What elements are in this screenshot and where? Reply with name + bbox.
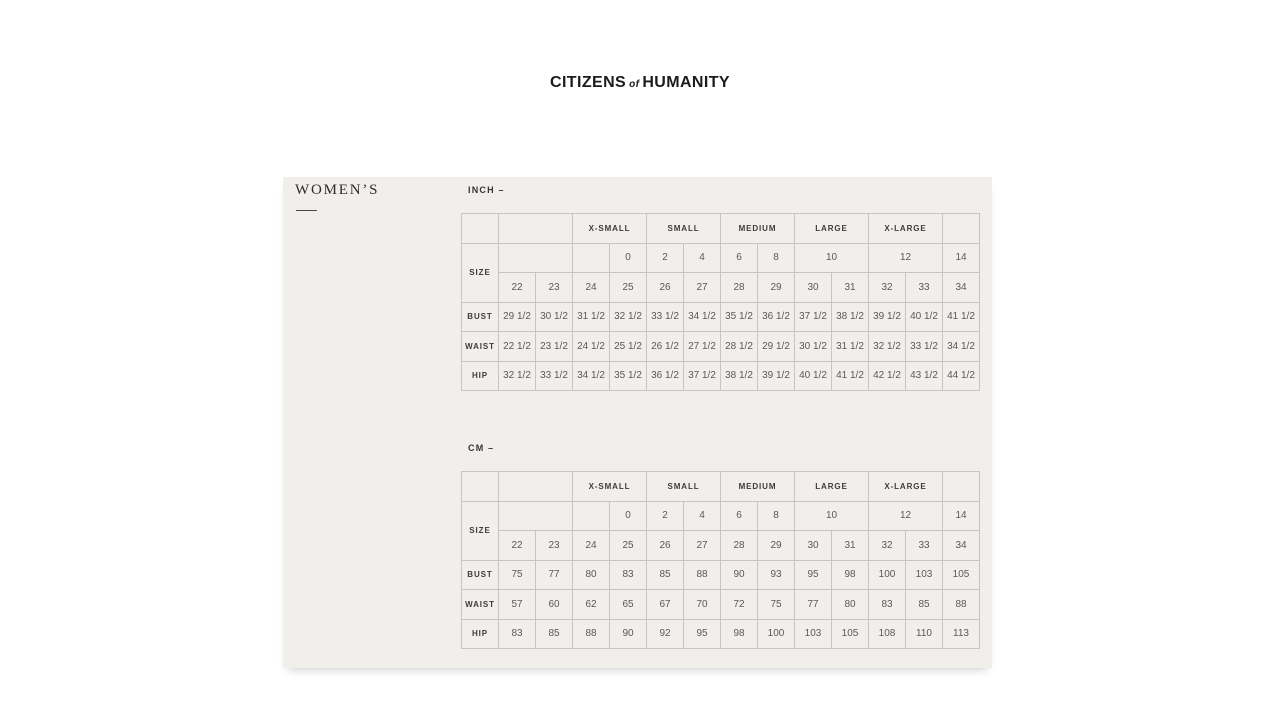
value-cell: 30 1/2 — [536, 302, 573, 332]
value-cell: 30 1/2 — [795, 332, 832, 362]
value-cell: 26 — [647, 273, 684, 303]
size-table-inch — [461, 213, 980, 391]
value-cell: 23 — [536, 273, 573, 303]
value-cell: 75 — [499, 560, 536, 590]
value-cell: 95 — [795, 560, 832, 590]
value-cell: 83 — [499, 619, 536, 649]
hip-row-label: HIP — [462, 361, 499, 391]
size-row-label: SIZE — [462, 501, 499, 560]
denim-size-row — [462, 531, 980, 561]
value-cell: 38 1/2 — [832, 302, 869, 332]
size-group-row — [462, 472, 980, 502]
value-cell: 28 — [721, 273, 758, 303]
value-cell: 113 — [943, 619, 980, 649]
numeric-size-cell: 6 — [721, 501, 758, 531]
brand-logo-of: of — [629, 79, 640, 90]
value-cell: 44 1/2 — [943, 361, 980, 391]
value-cell: 22 — [499, 531, 536, 561]
empty-cell — [462, 214, 499, 244]
value-cell: 24 — [573, 531, 610, 561]
value-cell: 80 — [832, 590, 869, 620]
value-cell: 23 1/2 — [536, 332, 573, 362]
value-cell: 32 — [869, 273, 906, 303]
bust-row — [462, 560, 980, 590]
value-cell: 77 — [536, 560, 573, 590]
value-cell: 37 1/2 — [684, 361, 721, 391]
value-cell: 32 1/2 — [869, 332, 906, 362]
value-cell: 34 1/2 — [573, 361, 610, 391]
value-cell: 22 — [499, 273, 536, 303]
value-cell: 33 — [906, 273, 943, 303]
inch-unit-label: INCH – — [468, 185, 505, 195]
value-cell: 92 — [647, 619, 684, 649]
section-title: WOMEN’S — [295, 182, 380, 198]
waist-row — [462, 332, 980, 362]
bust-row — [462, 302, 980, 332]
value-cell: 24 1/2 — [573, 332, 610, 362]
value-cell: 90 — [721, 560, 758, 590]
value-cell: 34 — [943, 273, 980, 303]
value-cell: 39 1/2 — [869, 302, 906, 332]
size-group-xsmall: X-SMALL — [573, 472, 647, 502]
value-cell: 85 — [906, 590, 943, 620]
size-group-xlarge: X-LARGE — [869, 214, 943, 244]
numeric-size-cell: 14 — [943, 501, 980, 531]
value-cell: 39 1/2 — [758, 361, 795, 391]
value-cell: 31 1/2 — [832, 332, 869, 362]
value-cell: 72 — [721, 590, 758, 620]
value-cell: 83 — [610, 560, 647, 590]
value-cell: 93 — [758, 560, 795, 590]
numeric-size-cell: 8 — [758, 501, 795, 531]
value-cell: 30 — [795, 531, 832, 561]
empty-cell — [943, 472, 980, 502]
value-cell: 75 — [758, 590, 795, 620]
value-cell: 100 — [758, 619, 795, 649]
hip-row — [462, 619, 980, 649]
value-cell: 98 — [832, 560, 869, 590]
waist-row-label: WAIST — [462, 590, 499, 620]
bust-row-label: BUST — [462, 302, 499, 332]
value-cell: 36 1/2 — [647, 361, 684, 391]
value-cell: 40 1/2 — [795, 361, 832, 391]
hip-row — [462, 361, 980, 391]
value-cell: 31 1/2 — [573, 302, 610, 332]
empty-cell — [499, 243, 573, 273]
empty-cell — [573, 501, 610, 531]
numeric-size-cell: 2 — [647, 501, 684, 531]
value-cell: 25 — [610, 531, 647, 561]
numeric-size-cell: 0 — [610, 501, 647, 531]
value-cell: 85 — [536, 619, 573, 649]
waist-row — [462, 590, 980, 620]
value-cell: 33 1/2 — [906, 332, 943, 362]
value-cell: 67 — [647, 590, 684, 620]
value-cell: 27 — [684, 273, 721, 303]
denim-size-row — [462, 273, 980, 303]
value-cell: 88 — [684, 560, 721, 590]
value-cell: 28 — [721, 531, 758, 561]
empty-cell — [573, 243, 610, 273]
bust-row-label: BUST — [462, 560, 499, 590]
size-row-label: SIZE — [462, 243, 499, 302]
value-cell: 29 — [758, 531, 795, 561]
value-cell: 108 — [869, 619, 906, 649]
value-cell: 27 — [684, 531, 721, 561]
value-cell: 103 — [795, 619, 832, 649]
section-underline — [296, 210, 317, 211]
numeric-size-cell: 12 — [869, 243, 943, 273]
value-cell: 32 1/2 — [610, 302, 647, 332]
empty-cell — [499, 214, 573, 244]
numeric-size-cell: 8 — [758, 243, 795, 273]
size-group-medium: MEDIUM — [721, 214, 795, 244]
numeric-size-cell: 10 — [795, 501, 869, 531]
value-cell: 34 — [943, 531, 980, 561]
numeric-size-cell: 6 — [721, 243, 758, 273]
numeric-size-cell: 12 — [869, 501, 943, 531]
value-cell: 65 — [610, 590, 647, 620]
value-cell: 37 1/2 — [795, 302, 832, 332]
value-cell: 100 — [869, 560, 906, 590]
value-cell: 38 1/2 — [721, 361, 758, 391]
value-cell: 33 1/2 — [536, 361, 573, 391]
value-cell: 43 1/2 — [906, 361, 943, 391]
value-cell: 34 1/2 — [943, 332, 980, 362]
numeric-size-cell: 4 — [684, 243, 721, 273]
value-cell: 88 — [943, 590, 980, 620]
numeric-size-row — [462, 501, 980, 531]
size-table-cm — [461, 471, 980, 649]
value-cell: 32 — [869, 531, 906, 561]
empty-cell — [499, 472, 573, 502]
value-cell: 103 — [906, 560, 943, 590]
value-cell: 105 — [943, 560, 980, 590]
hip-row-label: HIP — [462, 619, 499, 649]
value-cell: 33 — [906, 531, 943, 561]
size-group-xlarge: X-LARGE — [869, 472, 943, 502]
value-cell: 25 1/2 — [610, 332, 647, 362]
value-cell: 22 1/2 — [499, 332, 536, 362]
value-cell: 60 — [536, 590, 573, 620]
size-group-small: SMALL — [647, 472, 721, 502]
size-guide-panel — [283, 177, 992, 668]
value-cell: 41 1/2 — [832, 361, 869, 391]
value-cell: 36 1/2 — [758, 302, 795, 332]
value-cell: 42 1/2 — [869, 361, 906, 391]
numeric-size-cell: 10 — [795, 243, 869, 273]
size-group-small: SMALL — [647, 214, 721, 244]
value-cell: 26 — [647, 531, 684, 561]
value-cell: 29 — [758, 273, 795, 303]
value-cell: 23 — [536, 531, 573, 561]
cm-unit-label: CM – — [468, 443, 495, 453]
size-group-medium: MEDIUM — [721, 472, 795, 502]
value-cell: 35 1/2 — [721, 302, 758, 332]
value-cell: 110 — [906, 619, 943, 649]
value-cell: 41 1/2 — [943, 302, 980, 332]
value-cell: 32 1/2 — [499, 361, 536, 391]
value-cell: 98 — [721, 619, 758, 649]
value-cell: 30 — [795, 273, 832, 303]
value-cell: 31 — [832, 531, 869, 561]
size-group-row — [462, 214, 980, 244]
size-group-large: LARGE — [795, 472, 869, 502]
empty-cell — [499, 501, 573, 531]
value-cell: 57 — [499, 590, 536, 620]
empty-cell — [943, 214, 980, 244]
value-cell: 24 — [573, 273, 610, 303]
value-cell: 62 — [573, 590, 610, 620]
value-cell: 25 — [610, 273, 647, 303]
value-cell: 26 1/2 — [647, 332, 684, 362]
value-cell: 31 — [832, 273, 869, 303]
value-cell: 85 — [647, 560, 684, 590]
value-cell: 77 — [795, 590, 832, 620]
value-cell: 29 1/2 — [499, 302, 536, 332]
brand-logo-humanity: HUMANITY — [642, 74, 730, 91]
value-cell: 83 — [869, 590, 906, 620]
value-cell: 80 — [573, 560, 610, 590]
value-cell: 35 1/2 — [610, 361, 647, 391]
value-cell: 95 — [684, 619, 721, 649]
numeric-size-cell: 14 — [943, 243, 980, 273]
numeric-size-cell: 4 — [684, 501, 721, 531]
value-cell: 33 1/2 — [647, 302, 684, 332]
value-cell: 70 — [684, 590, 721, 620]
value-cell: 105 — [832, 619, 869, 649]
numeric-size-cell: 2 — [647, 243, 684, 273]
value-cell: 27 1/2 — [684, 332, 721, 362]
waist-row-label: WAIST — [462, 332, 499, 362]
value-cell: 88 — [573, 619, 610, 649]
brand-logo — [0, 74, 1280, 92]
numeric-size-cell: 0 — [610, 243, 647, 273]
value-cell: 34 1/2 — [684, 302, 721, 332]
size-group-xsmall: X-SMALL — [573, 214, 647, 244]
value-cell: 40 1/2 — [906, 302, 943, 332]
value-cell: 29 1/2 — [758, 332, 795, 362]
numeric-size-row — [462, 243, 980, 273]
size-group-large: LARGE — [795, 214, 869, 244]
brand-logo-citizens: CITIZENS — [550, 74, 627, 91]
value-cell: 90 — [610, 619, 647, 649]
empty-cell — [462, 472, 499, 502]
value-cell: 28 1/2 — [721, 332, 758, 362]
